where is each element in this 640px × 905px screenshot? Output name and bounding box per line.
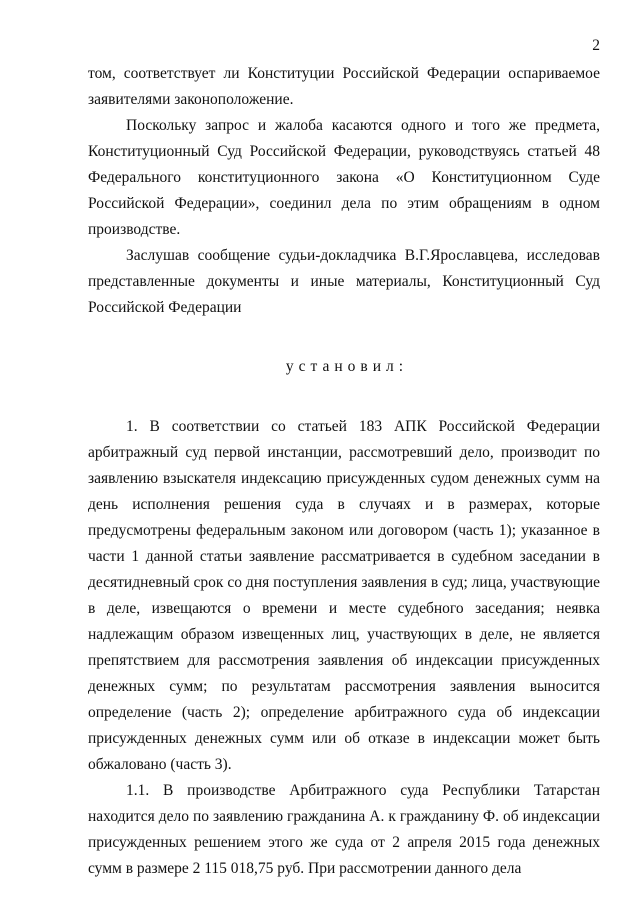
paragraph-section-1: 1. В соответствии со статьей 183 АПК Российской Федерации арбитражный суд первой инстанции, рассмотревший дело, производит по заявлению взыскателя индексацию присужденных судом денежных сумм на день исполнения решения суда в случаях и в размерах, которые предусмотрены федеральным законом или договором (часть 1); указанное в части 1 данной статьи заявление рассматривается в судебном заседании в десятидневный срок со дня поступления заявления в суд; лица, участвующие в деле, извещаются о времени и месте судебного заседания; неявка надлежащим образом извещенных лиц, участвующих в деле, не является препятствием для рассмотрения заявления об индексации присужденных денежных сумм; по результатам рассмотрения заявления выносится определение (часть 2); определение арбитражного суда об индексации присужденных денежных сумм или об отказе в индексации может быть обжаловано (часть 3). bbox=[88, 418, 600, 773]
page-number: 2 bbox=[592, 37, 600, 54]
paragraph-continuation: том, соответствует ли Конституции Российской Федерации оспариваемое заявителями законоположение. bbox=[88, 65, 600, 108]
paragraph-section-1-1: 1.1. В производстве Арбитражного суда Республики Татарстан находится дело по заявлению гражданина А. к гражданину Ф. об индексации присужденных решением этого же суда от 2 апреля 2015 года денежных сумм в размере 2 115 018,75 руб. При рассмотрении данного дела bbox=[88, 782, 600, 877]
document-body bbox=[88, 61, 600, 882]
paragraph-hearing: Заслушав сообщение судьи-докладчика В.Г.Ярославцева, исследовав представленные документы и иные материалы, Конституционный Суд Российской Федерации bbox=[88, 247, 600, 316]
ruling-heading: установил: bbox=[285, 358, 409, 375]
paragraph-case-joinder: Поскольку запрос и жалоба касаются одного и того же предмета, Конституционный Суд Российской Федерации, руководствуясь статьей 48 Федерального конституционного закона «О Конституционном Суде Российской Федерации», соединил дела по этим обращениям в одном производстве. bbox=[88, 117, 600, 238]
